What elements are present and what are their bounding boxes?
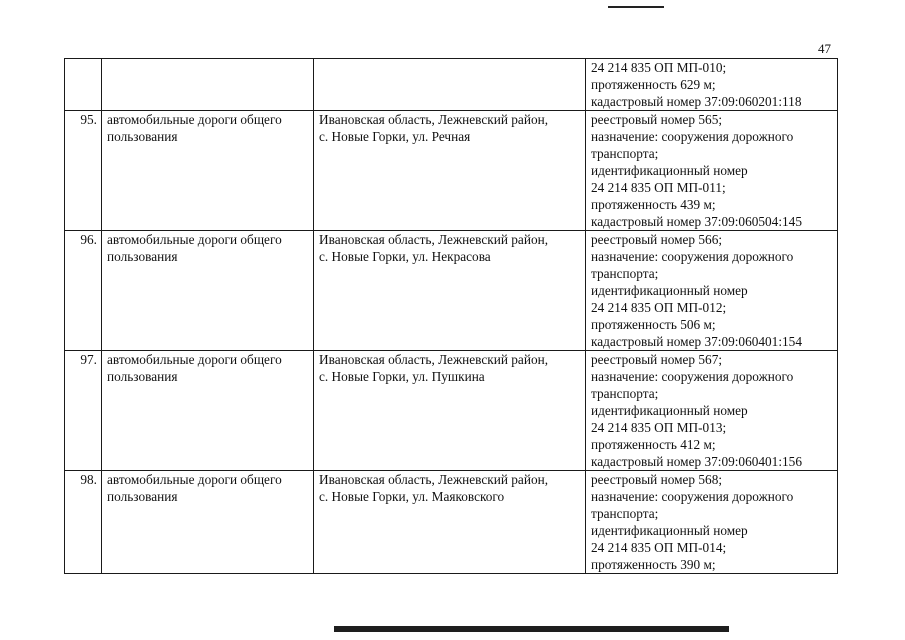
description-line: транспорта; xyxy=(591,506,659,521)
object-name-line: пользования xyxy=(107,249,178,264)
object-name-line: автомобильные дороги общего xyxy=(107,472,282,487)
description-line: транспорта; xyxy=(591,266,659,281)
address-cell xyxy=(314,471,586,574)
object-name-cell xyxy=(102,111,314,231)
address-cell xyxy=(314,231,586,351)
description-line: протяженность 439 м; xyxy=(591,197,716,212)
address-line: Ивановская область, Лежневский район, xyxy=(319,232,549,247)
description-line: протяженность 629 м; xyxy=(591,77,716,92)
address-cell xyxy=(314,351,586,471)
description-line: идентификационный номер xyxy=(591,403,748,418)
description-line: 24 214 835 ОП МП-012; xyxy=(591,300,727,315)
description-line: 24 214 835 ОП МП-011; xyxy=(591,180,726,195)
object-name-cell xyxy=(102,231,314,351)
object-name-line: автомобильные дороги общего xyxy=(107,232,282,247)
object-name-line: автомобильные дороги общего xyxy=(107,112,282,127)
address-line: Ивановская область, Лежневский район, xyxy=(319,112,549,127)
bottom-rule xyxy=(334,626,729,632)
description-cell xyxy=(586,471,838,574)
table-row xyxy=(65,351,838,471)
object-name-cell xyxy=(102,351,314,471)
table-row xyxy=(65,231,838,351)
address-line: Ивановская область, Лежневский район, xyxy=(319,472,549,487)
address-line: с. Новые Горки, ул. Некрасова xyxy=(319,249,491,264)
description-line: кадастровый номер 37:09:060401:156 xyxy=(591,454,802,469)
row-number xyxy=(65,59,102,111)
object-name-cell xyxy=(102,471,314,574)
address-line: Ивановская область, Лежневский район, xyxy=(319,352,549,367)
description-line: назначение: сооружения дорожного xyxy=(591,129,794,144)
object-name-line: пользования xyxy=(107,489,178,504)
row-number: 95. xyxy=(65,111,102,231)
description-line: протяженность 506 м; xyxy=(591,317,716,332)
description-line: протяженность 412 м; xyxy=(591,437,716,452)
description-line: назначение: сооружения дорожного xyxy=(591,249,794,264)
description-line: 24 214 835 ОП МП-013; xyxy=(591,420,727,435)
description-line: кадастровый номер 37:09:060504:145 xyxy=(591,214,802,229)
object-name-line: автомобильные дороги общего xyxy=(107,352,282,367)
page-number: 47 xyxy=(818,41,831,56)
description-line: идентификационный номер xyxy=(591,283,748,298)
address-line: с. Новые Горки, ул. Маяковского xyxy=(319,489,505,504)
address-line: с. Новые Горки, ул. Пушкина xyxy=(319,369,485,384)
description-line: протяженность 390 м; xyxy=(591,557,716,572)
table-row xyxy=(65,59,838,111)
description-line: реестровый номер 566; xyxy=(591,232,723,247)
table-row xyxy=(65,471,838,574)
description-line: кадастровый номер 37:09:060401:154 xyxy=(591,334,802,349)
description-line: транспорта; xyxy=(591,146,659,161)
description-line: 24 214 835 ОП МП-010; xyxy=(591,60,727,75)
table-row xyxy=(65,111,838,231)
description-line: идентификационный номер xyxy=(591,163,748,178)
registry-table xyxy=(64,58,838,574)
address-line: с. Новые Горки, ул. Речная xyxy=(319,129,471,144)
description-cell xyxy=(586,111,838,231)
description-line: реестровый номер 567; xyxy=(591,352,723,367)
description-line: назначение: сооружения дорожного xyxy=(591,369,794,384)
row-number: 98. xyxy=(65,471,102,574)
description-cell xyxy=(586,59,838,111)
description-line: кадастровый номер 37:09:060201:118 xyxy=(591,94,802,109)
object-name-line: пользования xyxy=(107,369,178,384)
row-number: 97. xyxy=(65,351,102,471)
description-cell xyxy=(586,351,838,471)
description-line: реестровый номер 565; xyxy=(591,112,723,127)
description-line: реестровый номер 568; xyxy=(591,472,723,487)
description-line: транспорта; xyxy=(591,386,659,401)
address-cell xyxy=(314,59,586,111)
top-rule xyxy=(608,6,664,8)
row-number: 96. xyxy=(65,231,102,351)
object-name-line: пользования xyxy=(107,129,178,144)
description-line: назначение: сооружения дорожного xyxy=(591,489,794,504)
address-cell xyxy=(314,111,586,231)
object-name-cell xyxy=(102,59,314,111)
description-line: идентификационный номер xyxy=(591,523,748,538)
description-cell xyxy=(586,231,838,351)
description-line: 24 214 835 ОП МП-014; xyxy=(591,540,727,555)
